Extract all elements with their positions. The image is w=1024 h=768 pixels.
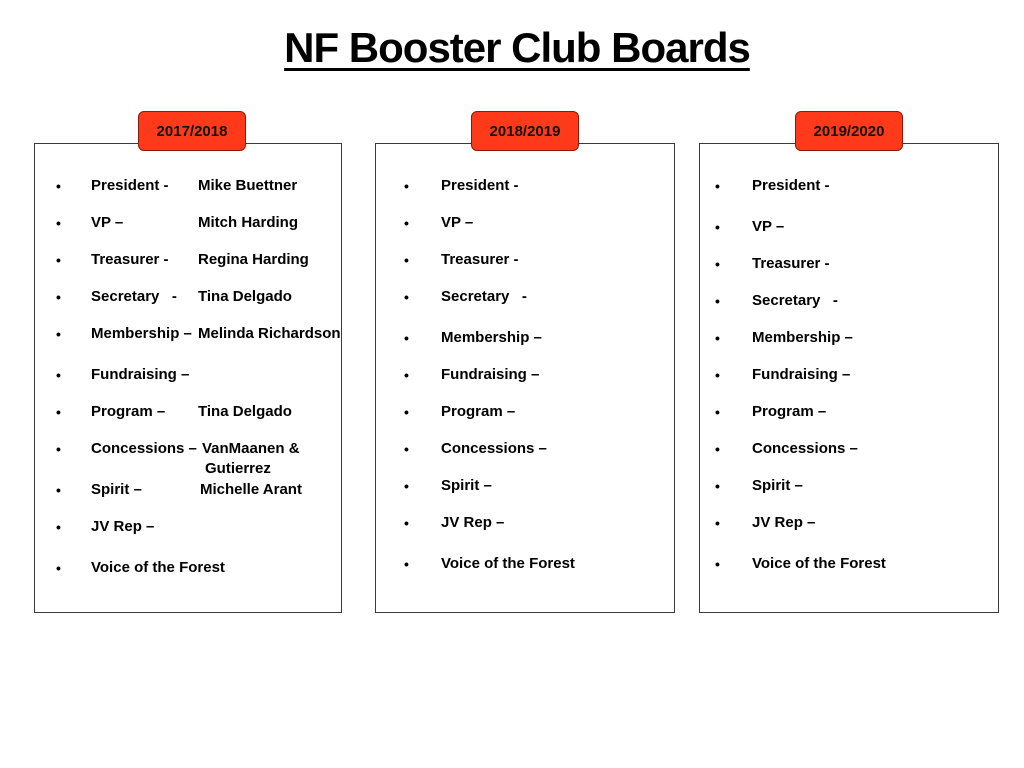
role-label: Voice of the Forest (91, 559, 225, 576)
role-label: Fundraising – (441, 366, 540, 383)
bullet-icon: • (715, 293, 720, 309)
role-label: VP – (91, 214, 124, 231)
role-label: Program – (441, 403, 516, 420)
role-label: Treasurer - (91, 251, 169, 268)
role-label: Voice of the Forest (752, 555, 886, 572)
member-name: Tina Delgado (198, 288, 292, 305)
bullet-icon: • (56, 404, 61, 420)
member-name: Melinda Richardson (198, 325, 341, 342)
page-title: NF Booster Club Boards (284, 24, 750, 71)
role-label: Fundraising – (752, 366, 851, 383)
role-label: Membership – (441, 329, 542, 346)
bullet-icon: • (56, 441, 61, 457)
bullet-icon: • (56, 252, 61, 268)
year-tab-2017-2018[interactable]: 2017/2018 (138, 111, 246, 151)
role-label: Treasurer - (441, 251, 519, 268)
role-label: VP – (441, 214, 474, 231)
role-label: JV Rep – (752, 514, 816, 531)
role-label: Program – (752, 403, 827, 420)
bullet-icon: • (404, 515, 409, 531)
bullet-icon: • (404, 178, 409, 194)
bullet-icon: • (56, 560, 61, 576)
role-label: Program – (91, 403, 166, 420)
role-label: Voice of the Forest (441, 555, 575, 572)
member-name: Michelle Arant (200, 481, 302, 498)
role-label: Spirit – (91, 481, 142, 498)
role-label: Spirit – (441, 477, 492, 494)
bullet-icon: • (715, 367, 720, 383)
bullet-icon: • (715, 219, 720, 235)
role-label: Secretary - (441, 288, 527, 305)
bullet-icon: • (715, 515, 720, 531)
role-label: VP – (752, 218, 785, 235)
bullet-icon: • (404, 367, 409, 383)
role-label: President - (91, 177, 169, 194)
role-label: Fundraising – (91, 366, 190, 383)
bullet-icon: • (404, 215, 409, 231)
member-name-continued: Gutierrez (205, 460, 271, 477)
bullet-icon: • (715, 404, 720, 420)
role-label: Concessions – (91, 440, 197, 457)
role-label: Treasurer - (752, 255, 830, 272)
member-name: Tina Delgado (198, 403, 292, 420)
bullet-icon: • (404, 330, 409, 346)
role-label: JV Rep – (441, 514, 505, 531)
role-label: Spirit – (752, 477, 803, 494)
bullet-icon: • (404, 441, 409, 457)
bullet-icon: • (404, 404, 409, 420)
role-label: President - (752, 177, 830, 194)
bullet-icon: • (715, 330, 720, 346)
bullet-icon: • (715, 478, 720, 494)
role-label: Concessions – (752, 440, 858, 457)
role-label: President - (441, 177, 519, 194)
bullet-icon: • (404, 252, 409, 268)
role-label: Secretary - (91, 288, 177, 305)
bullet-icon: • (404, 478, 409, 494)
bullet-icon: • (715, 256, 720, 272)
year-tab-2019-2020[interactable]: 2019/2020 (795, 111, 903, 151)
member-name: Mitch Harding (198, 214, 298, 231)
role-label: JV Rep – (91, 518, 155, 535)
bullet-icon: • (56, 178, 61, 194)
member-name: Regina Harding (198, 251, 309, 268)
role-label: Secretary - (752, 292, 838, 309)
bullet-icon: • (56, 326, 61, 342)
bullet-icon: • (56, 519, 61, 535)
bullet-icon: • (56, 215, 61, 231)
bullet-icon: • (56, 289, 61, 305)
member-name: Mike Buettner (198, 177, 298, 194)
year-tab-2018-2019[interactable]: 2018/2019 (471, 111, 579, 151)
role-label: Membership – (752, 329, 853, 346)
bullet-icon: • (715, 556, 720, 572)
bullet-icon: • (715, 178, 720, 194)
role-label: Membership – (91, 325, 192, 342)
bullet-icon: • (715, 441, 720, 457)
bullet-icon: • (56, 367, 61, 383)
bullet-icon: • (404, 289, 409, 305)
bullet-icon: • (404, 556, 409, 572)
member-name: VanMaanen & (202, 440, 300, 457)
bullet-icon: • (56, 482, 61, 498)
role-label: Concessions – (441, 440, 547, 457)
